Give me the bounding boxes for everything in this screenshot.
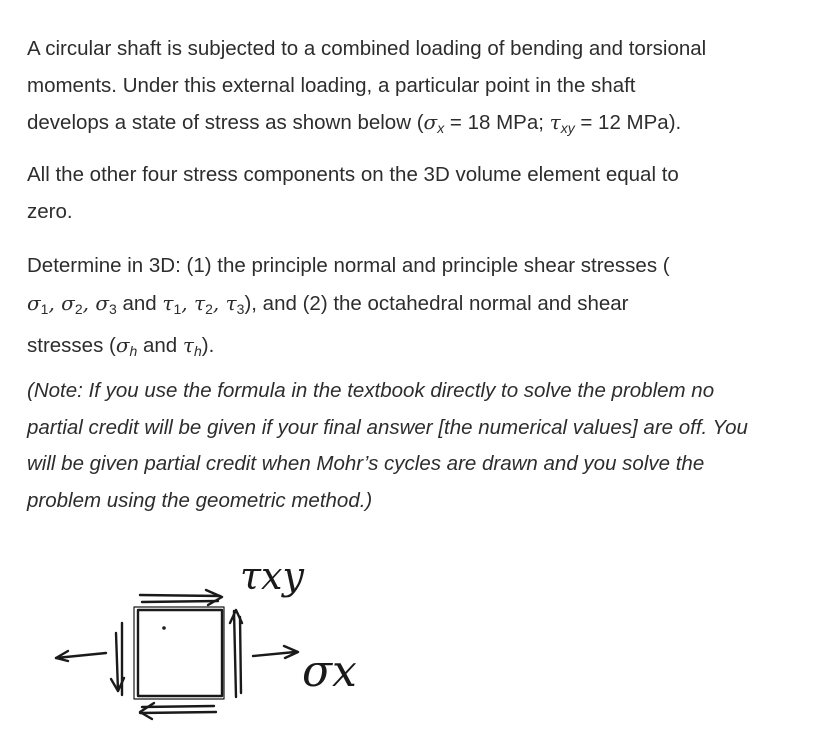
sub-3: 3 xyxy=(109,300,117,317)
sub-1: 1 xyxy=(173,300,182,317)
tau-symbol: τ xyxy=(549,110,561,134)
and-text: and xyxy=(116,291,163,315)
statement-line-2: moments. Under this external loading, a particular point in the shaft xyxy=(27,73,636,97)
grading-note xyxy=(27,373,817,519)
sigma-symbol: σ xyxy=(27,290,41,315)
sigma-x-label: σx xyxy=(302,646,357,697)
stress-element-figure xyxy=(40,555,400,725)
task-line-3-end: ). xyxy=(201,334,215,357)
tau-symbol: τ xyxy=(162,290,174,315)
left-shear-line xyxy=(116,633,118,691)
sub-h: h xyxy=(194,343,202,359)
comma: , xyxy=(82,290,96,315)
sub-1: 1 xyxy=(40,300,49,317)
stress-element-inner-edge xyxy=(134,607,224,699)
center-dot xyxy=(163,627,165,629)
right-shear-line xyxy=(240,617,241,693)
right-face-line xyxy=(234,611,236,697)
task-line-3: stresses ( xyxy=(27,334,116,357)
sigma-symbol: σ xyxy=(115,333,130,357)
top-shear-arrow xyxy=(140,595,220,596)
note-line-4: problem using the geometric method.) xyxy=(27,488,373,512)
sigma-symbol: σ xyxy=(61,290,75,315)
task-line-2-end: ), and (2) the octahedral normal and shear xyxy=(244,291,629,315)
sub-2: 2 xyxy=(74,300,83,317)
sigma-symbol: σ xyxy=(95,290,109,315)
note-line-2: partial credit will be given if your final answer [the numerical values] are off. You xyxy=(27,415,748,439)
sub-xy: xy xyxy=(560,120,575,136)
tau-symbol: τ xyxy=(194,290,206,315)
tau-symbol: τ xyxy=(182,333,194,357)
task-line-1: Determine in 3D: (1) the principle normal and principle shear stresses ( xyxy=(27,254,670,277)
statement-line-1: A circular shaft is subjected to a combined loading of bending and torsional xyxy=(27,37,707,60)
statement-line-3: develops a state of stress as shown below ( xyxy=(27,111,424,134)
top-shear-arrow-2 xyxy=(142,601,218,602)
sigma-symbol: σ xyxy=(423,110,438,134)
tau-xy-label: τxy xyxy=(240,555,304,598)
problem-statement xyxy=(27,31,817,147)
zero-components-note xyxy=(27,157,817,230)
comma: , xyxy=(48,290,62,315)
stress-element-square xyxy=(138,610,222,696)
top-shear-arrowhead xyxy=(206,590,222,605)
note-line-1: (Note: If you use the formula in the textbook directly to solve the problem no xyxy=(27,379,715,402)
sub-x: x xyxy=(437,120,445,136)
bottom-shear-arrow xyxy=(140,712,216,713)
tau-xy-value: = 12 MPa). xyxy=(574,111,682,134)
and-text: and xyxy=(137,334,183,357)
right-shear-arrowhead xyxy=(230,610,242,623)
sub-2: 2 xyxy=(205,300,213,317)
zero-line-2: zero. xyxy=(27,199,73,223)
sigma-x-value: = 18 MPa; xyxy=(444,111,550,134)
bottom-shear-arrow-2 xyxy=(142,706,214,707)
zero-line-1: All the other four stress components on the 3D volume element equal to xyxy=(27,163,679,186)
bottom-shear-arrowhead xyxy=(140,703,154,719)
comma: , xyxy=(212,290,226,315)
note-line-3: will be given partial credit when Mohr’s cycles are drawn and you solve the xyxy=(27,452,705,475)
comma: , xyxy=(181,290,194,315)
sub-h: h xyxy=(129,343,138,359)
tau-symbol: τ xyxy=(225,290,237,315)
task-statement xyxy=(27,248,817,370)
sub-3: 3 xyxy=(236,300,245,317)
stress-element-sketch xyxy=(40,555,400,725)
